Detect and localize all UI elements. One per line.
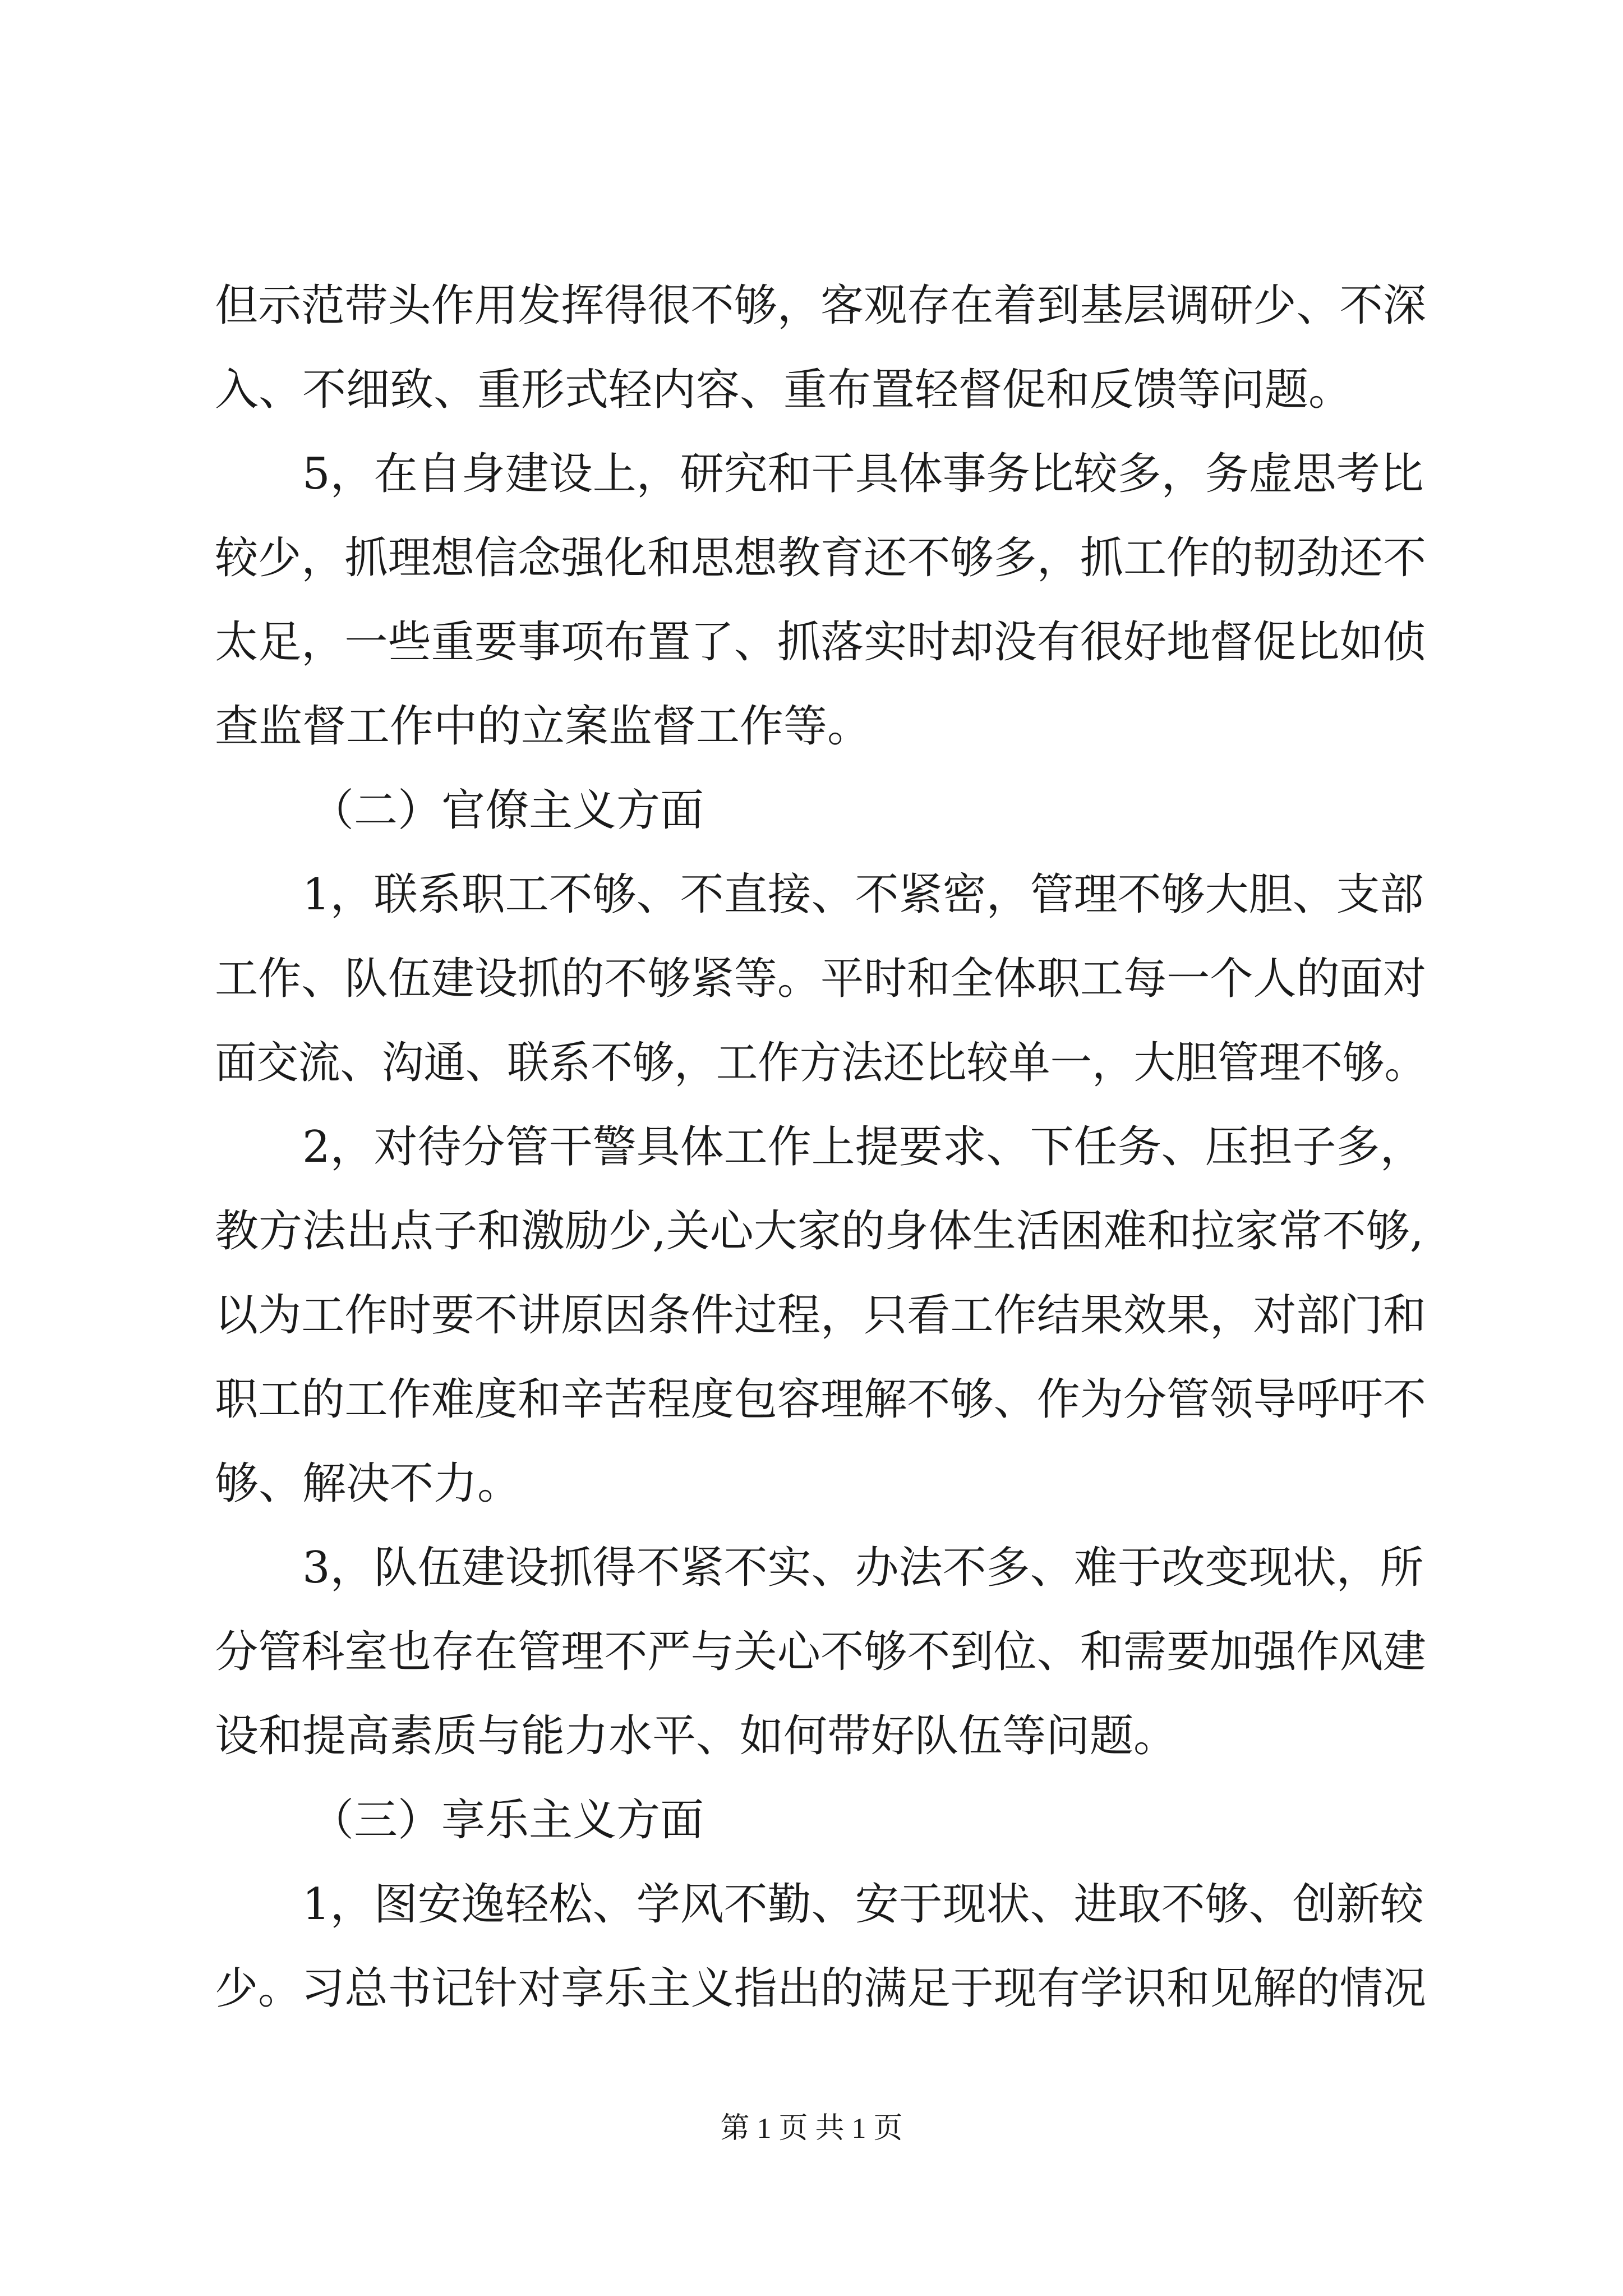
page-number-label: 第 1 页 共 1 页 — [720, 2113, 903, 2145]
text-line: 设和提高素质与能力水平、如何带好队伍等问题。 — [215, 1711, 1178, 1761]
text-line: 工作、队伍建设抓的不够紧等。平时和全体职工每一个人的面对 — [215, 954, 1426, 1004]
text-line: 入、不细致、重形式轻内容、重布置轻督促和反馈等问题。 — [215, 365, 1353, 415]
text-line: 够、解决不力。 — [215, 1458, 522, 1509]
text-line: 分管科室也存在管理不严与关心不够不到位、和需要加强作风建 — [215, 1627, 1426, 1677]
paragraph-start: 1，图安逸轻松、学风不勤、安于现状、进取不够、创新较 — [302, 1879, 1424, 1930]
text-line: 太足，一些重要事项布置了、抓落实时却没有很好地督促比如侦 — [215, 617, 1426, 668]
text-line: 教方法出点子和激励少,关心大家的身体生活困难和拉家常不够, — [215, 1206, 1424, 1257]
page-footer — [0, 2109, 1623, 2148]
paragraph-start: 2，对待分管干警具体工作上提要求、下任务、压担子多， — [302, 1122, 1424, 1172]
document-body — [215, 264, 1426, 2031]
section-heading-3: （三）享乐主义方面 — [310, 1795, 704, 1846]
text-line: 较少，抓理想信念强化和思想教育还不够多，抓工作的韧劲还不 — [215, 533, 1426, 583]
section-heading-2: （二）官僚主义方面 — [310, 785, 704, 836]
paragraph-start: 5，在自身建设上，研究和干具体事务比较多，务虚思考比 — [302, 449, 1424, 499]
paragraph-start: 1，联系职工不够、不直接、不紧密，管理不够大胆、支部 — [302, 869, 1424, 920]
text-line: 少。习总书记针对享乐主义指出的满足于现有学识和见解的情况 — [215, 1963, 1426, 2014]
text-line: 职工的工作难度和辛苦程度包容理解不够、作为分管领导呼吁不 — [215, 1374, 1426, 1425]
text-line: 查监督工作中的立案监督工作等。 — [215, 701, 872, 752]
text-line: 以为工作时要不讲原因条件过程，只看工作结果效果，对部门和 — [215, 1290, 1426, 1341]
paragraph-start: 3，队伍建设抓得不紧不实、办法不多、难于改变现状，所 — [302, 1543, 1424, 1593]
text-line: 但示范带头作用发挥得很不够，客观存在着到基层调研少、不深 — [215, 280, 1426, 331]
text-line: 面交流、沟通、联系不够，工作方法还比较单一，大胆管理不够。 — [215, 1038, 1426, 1088]
